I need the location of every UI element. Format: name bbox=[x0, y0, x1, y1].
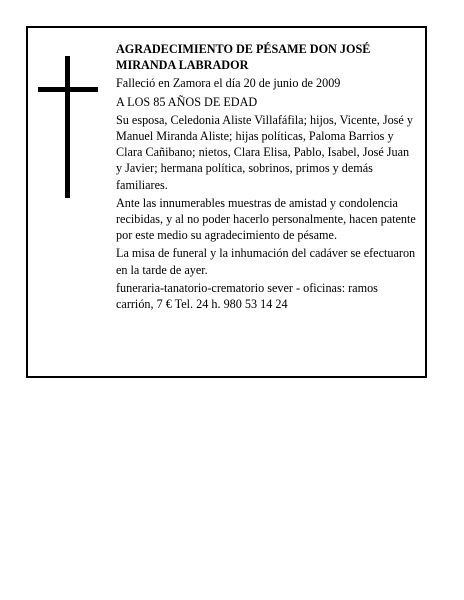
notice-title: AGRADECIMIENTO DE PÉSAME DON JOSÉ MIRANDA LABRADOR bbox=[116, 42, 371, 73]
obituary-notice bbox=[26, 26, 427, 378]
cross-vertical-bar bbox=[65, 56, 70, 198]
age-line: A LOS 85 AÑOS DE EDAD bbox=[116, 94, 258, 109]
thanks-paragraph: Ante las innumerables muestras de amistad y condolencia recibidas, y al no poder hacerlo personalmente, hacen patente por este medio su agradecimiento de pésame. bbox=[116, 195, 416, 243]
family-paragraph: Su esposa, Celedonia Aliste Villafáfila; hijos, Vicente, José y Manuel Miranda Aliste; hijas políticas, Paloma Barrios y Clara Cañibano; nietos, Clara Elisa, Pablo, Isabel, José Juan y Javier; hermana política, sobrinos, primos y demás familiares. bbox=[116, 112, 413, 192]
funeral-home-line: funeraria-tanatorio-crematorio sever - oficinas: ramos carrión, 7 € Tel. 24 h. 980 53 14 24 bbox=[116, 280, 378, 312]
death-line: Falleció en Zamora el día 20 de junio de 2009 bbox=[116, 76, 341, 91]
cross-horizontal-bar bbox=[38, 87, 98, 92]
cross-icon bbox=[38, 56, 98, 198]
notice-text bbox=[116, 41, 416, 314]
mass-paragraph: La misa de funeral y la inhumación del cadáver se efectuaron en la tarde de ayer. bbox=[116, 246, 416, 277]
